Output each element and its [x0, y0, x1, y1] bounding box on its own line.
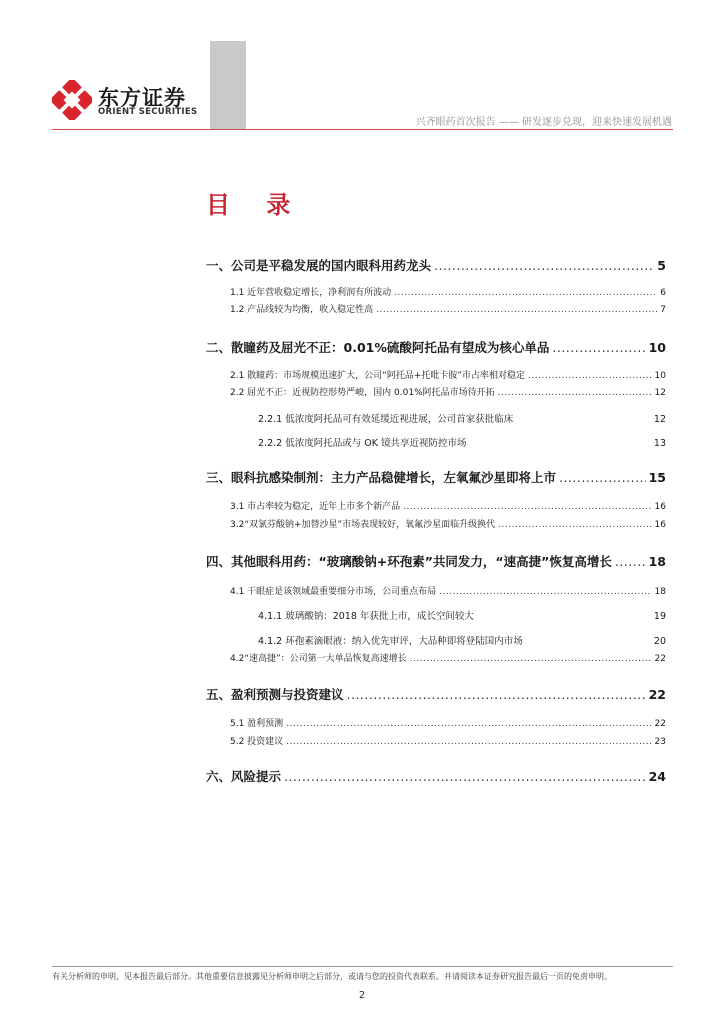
toc-entry-text: 3.2“双氯芬酸钠+加替沙星”市场表现较好，氧氟沙星面临升级换代	[230, 520, 496, 530]
toc-leader-dots	[347, 687, 646, 702]
toc-entry-page: 18	[648, 554, 666, 569]
toc-entry-text: 六、风险提示	[206, 769, 282, 784]
orient-securities-logo-icon	[52, 80, 92, 120]
page-number: 2	[358, 990, 366, 1001]
toc-entry-text: 五、盈利预测与投资建议	[206, 687, 344, 702]
brand-name-en: ORIENT SECURITIES	[98, 107, 198, 117]
toc-leader-dots	[403, 502, 651, 512]
toc-entry-2-2[interactable]	[230, 385, 666, 398]
toc-entry-page: 15	[648, 470, 666, 485]
toc-leader-dots	[394, 288, 657, 298]
toc-entry-page: 22	[654, 719, 666, 729]
toc-leader-dots	[286, 737, 651, 747]
toc-entry-page: 10	[648, 340, 666, 355]
header-decoration-block	[210, 41, 246, 129]
toc-entry-text: 四、其他眼科用药：“玻璃酸钠+环孢素”共同发力，“速高捷”恢复高增长	[206, 554, 612, 569]
toc-entry-2-2-2[interactable]	[258, 435, 666, 449]
toc-entry-page: 12	[653, 414, 666, 425]
toc-leader-dots	[498, 388, 652, 398]
toc-entry-text: 4.1.1 玻璃酸钠：2018 年获批上市，成长空间较大	[258, 611, 474, 622]
toc-entry-5-1[interactable]	[230, 716, 666, 729]
toc-entry-page: 7	[660, 305, 666, 315]
toc-entry-page: 5	[657, 258, 666, 273]
toc-entry-section-2[interactable]	[206, 338, 666, 356]
toc-leader-dots	[552, 340, 645, 355]
toc-entry-text: 一、公司是平稳发展的国内眼科用药龙头	[206, 258, 432, 273]
toc-entry-text: 4.1 干眼症是该领域最重要细分市场，公司重点布局	[230, 587, 437, 597]
toc-entry-page: 12	[654, 388, 666, 398]
toc-leader-dots	[439, 587, 651, 597]
toc-leader-dots	[410, 654, 652, 664]
toc-entry-4-1-1[interactable]	[258, 608, 666, 622]
toc-entry-section-4[interactable]	[206, 552, 666, 570]
company-logo	[52, 80, 202, 120]
toc-entry-text: 1.1 近年营收稳定增长，净利润有所波动	[230, 288, 392, 298]
toc-leader-dots	[528, 371, 652, 381]
toc-entry-page: 22	[654, 654, 666, 664]
toc-entry-text: 2.1 散瞳药：市场规模迅速扩大，公司“阿托品+托吡卡胺”市占率相对稳定	[230, 371, 526, 381]
toc-entry-4-1-2[interactable]	[258, 633, 666, 647]
toc-entry-text: 2.2 屈光不正：近视防控形势严峻，国内 0.01%阿托品市场待开拓	[230, 388, 495, 398]
toc-leader-dots	[284, 769, 646, 784]
toc-entry-text: 5.1 盈利预测	[230, 719, 284, 729]
footer-divider	[52, 966, 673, 967]
toc-entry-page: 16	[654, 502, 666, 512]
toc-entry-1-2[interactable]	[230, 302, 666, 315]
toc-entry-text: 1.2 产品线较为均衡，收入稳定性高	[230, 305, 374, 315]
toc-leader-dots	[286, 719, 651, 729]
toc-entry-page: 10	[654, 371, 666, 381]
toc-entry-section-6[interactable]	[206, 767, 666, 785]
toc-entry-text: 5.2 投资建议	[230, 737, 284, 747]
toc-entry-text: 2.2.1 低浓度阿托品可有效延缓近视进展，公司首家获批临床	[258, 414, 514, 425]
toc-entry-page: 20	[653, 636, 666, 647]
toc-entry-page: 16	[654, 520, 666, 530]
toc-entry-section-3[interactable]	[206, 468, 666, 486]
header-divider	[52, 129, 673, 130]
toc-entry-text: 3.1 市占率较为稳定，近年上市多个新产品	[230, 502, 401, 512]
toc-leader-dots	[498, 520, 651, 530]
toc-leader-dots	[559, 470, 646, 485]
toc-entry-1-1[interactable]	[230, 285, 666, 298]
toc-entry-page: 13	[653, 438, 666, 449]
toc-entry-3-2[interactable]	[230, 517, 666, 530]
footer-disclaimer: 有关分析师的申明，见本报告最后部分。其他重要信息披露见分析师申明之后部分，或请与您的投资代表联系。并请阅读本证券研究报告最后一页的免责申明。	[52, 972, 612, 981]
toc-leader-dots	[434, 258, 654, 273]
toc-entry-2-2-1[interactable]	[258, 411, 666, 425]
toc-entry-text: 4.2“速高捷”：公司第一大单品恢复高速增长	[230, 654, 407, 664]
toc-entry-5-2[interactable]	[230, 734, 666, 747]
toc-entry-4-2[interactable]	[230, 651, 666, 664]
toc-entry-3-1[interactable]	[230, 499, 666, 512]
toc-leader-dots	[376, 305, 657, 315]
toc-entry-section-1[interactable]	[206, 256, 666, 274]
toc-entry-text: 二、散瞳药及屈光不正：0.01%硫酸阿托品有望成为核心单品	[206, 340, 550, 355]
toc-entry-text: 4.1.2 环孢素滴眼液：纳入优先审评，大品种即将登陆国内市场	[258, 636, 523, 647]
toc-entry-page: 18	[654, 587, 666, 597]
toc-entry-4-1[interactable]	[230, 584, 666, 597]
toc-entry-page: 6	[660, 288, 666, 298]
toc-entry-section-5[interactable]	[206, 685, 666, 703]
toc-entry-2-1[interactable]	[230, 368, 666, 381]
toc-entry-page: 19	[653, 611, 666, 622]
toc-leader-dots	[615, 554, 646, 569]
toc-entry-text: 三、眼科抗感染制剂：主力产品稳健增长，左氧氟沙星即将上市	[206, 470, 557, 485]
report-title-header: 兴齐眼药首次报告 —— 研发逐步兑现，迎来快速发展机遇	[415, 117, 672, 128]
toc-entry-text: 2.2.2 低浓度阿托品或与 OK 镜共享近视防控市场	[258, 438, 467, 449]
toc-title: 目 录	[206, 191, 305, 219]
toc-entry-page: 23	[654, 737, 666, 747]
brand-name-cn: 东方证券	[98, 86, 186, 110]
toc-entry-page: 24	[648, 769, 666, 784]
toc-entry-page: 22	[648, 687, 666, 702]
